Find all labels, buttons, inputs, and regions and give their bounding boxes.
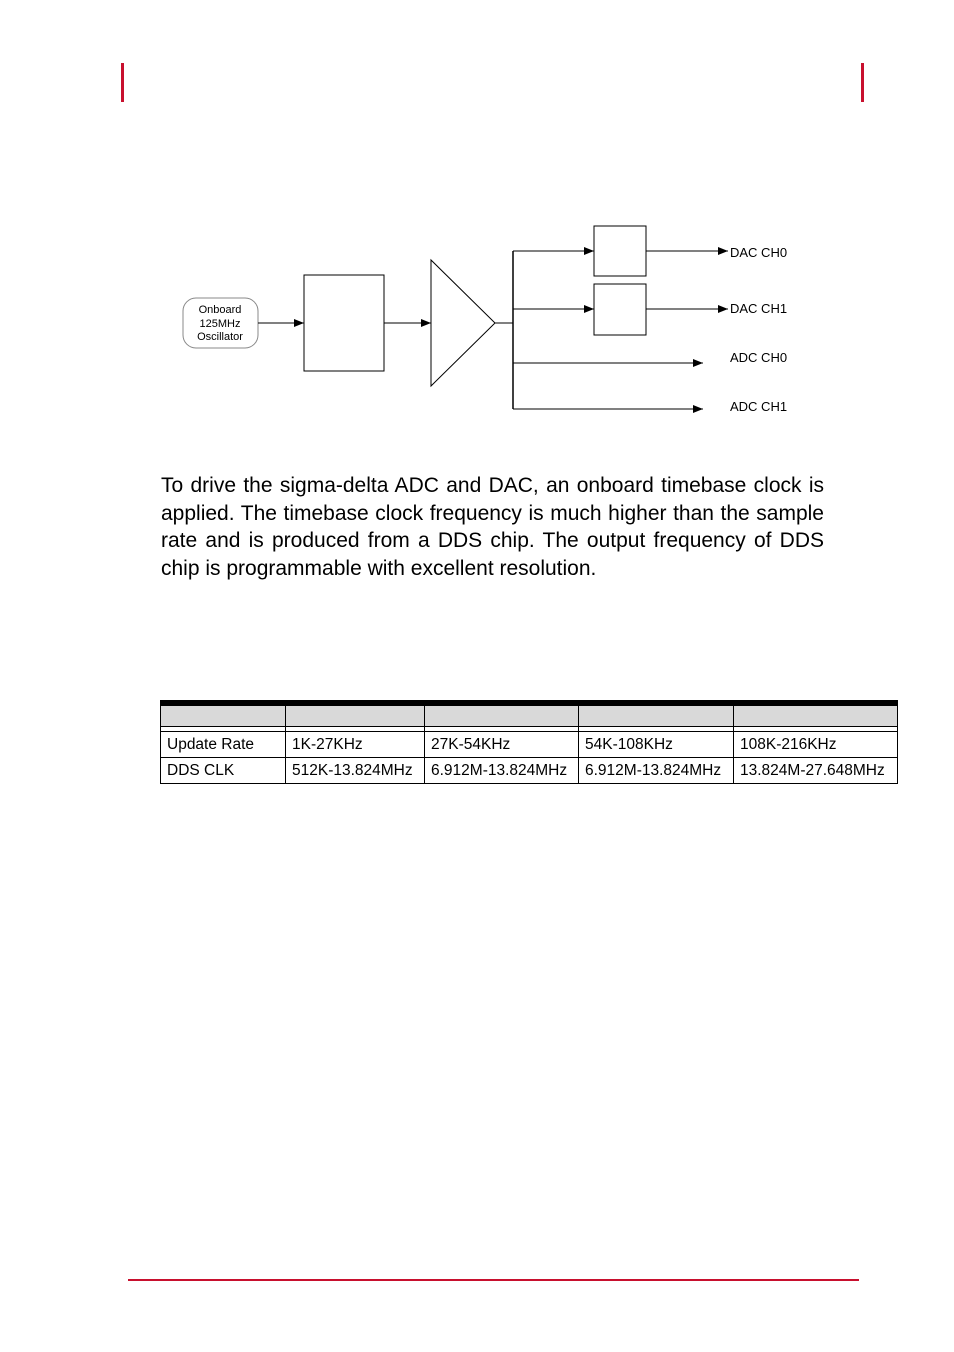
table-cell: 1K-27KHz — [286, 732, 425, 758]
timebase-description: To drive the sigma-delta ADC and DAC, an onboard timebase clock is applied. The timebase clock frequency is much higher than the sample rate and is produced from a DDS chip. The output frequency of DDS chip is programmable with excellent resolution. — [161, 474, 824, 580]
table-header-cell — [286, 703, 425, 727]
row-label-update-rate: Update Rate — [161, 732, 286, 758]
clock-block-diagram — [0, 0, 954, 440]
table-header-cell — [579, 703, 734, 727]
dac-ch0-label: DAC CH0 — [730, 245, 788, 260]
dds-clock-table — [160, 700, 898, 784]
table-header-cell — [734, 703, 898, 727]
oscillator-label-1: Onboard — [198, 304, 242, 316]
table-row — [161, 758, 898, 784]
footer-rule — [128, 1279, 859, 1281]
table-header-cell — [425, 703, 579, 727]
oscillator-label-2: 125MHz — [199, 318, 241, 330]
table-cell: 6.912M-13.824MHz — [579, 758, 734, 784]
adc-ch1-label: ADC CH1 — [730, 399, 788, 414]
table-header-row — [161, 703, 898, 727]
dac-ch1-label: DAC CH1 — [730, 301, 788, 316]
adc-ch0-label: ADC CH0 — [730, 350, 788, 365]
row-label-dds-clk: DDS CLK — [161, 758, 286, 784]
clock-buffer-triangle — [431, 260, 495, 386]
dds-block — [304, 275, 384, 371]
table-cell: 6.912M-13.824MHz — [425, 758, 579, 784]
table-cell: 512K-13.824MHz — [286, 758, 425, 784]
table-cell: 108K-216KHz — [734, 732, 898, 758]
dac1-divider-block — [594, 284, 646, 335]
table-header-cell — [161, 703, 286, 727]
table-cell: 54K-108KHz — [579, 732, 734, 758]
table-cell: 27K-54KHz — [425, 732, 579, 758]
dac0-divider-block — [594, 226, 646, 276]
table-cell: 13.824M-27.648MHz — [734, 758, 898, 784]
oscillator-label-3: Oscillator — [197, 331, 243, 343]
table-row — [161, 732, 898, 758]
